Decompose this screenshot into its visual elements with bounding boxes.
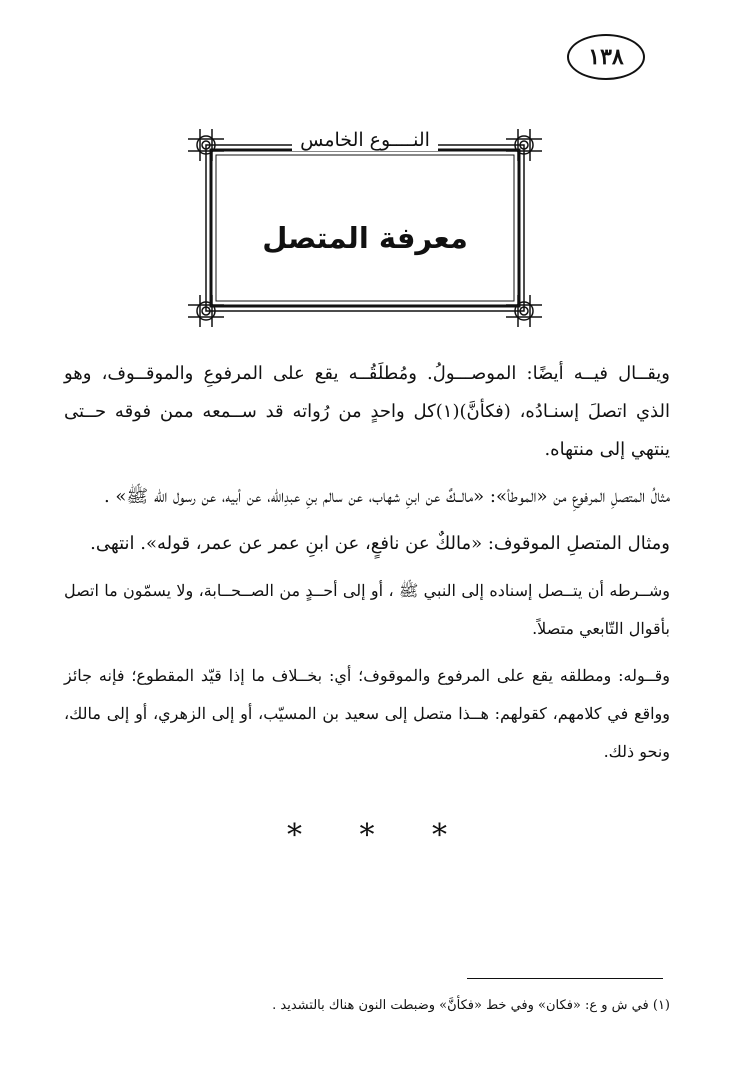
paragraph: ويقــال فيــه أيضًا: الموصـــولُ. ومُطلَقُــه يقع على المرفوعِ والموقــوف، وهو الذي اتصلَ إسنـادُه، (فكأنَّ)(١)كل واحدٍ من رُواته قد ســمعه ممن فوقه حــتى ينتهي إلى منتهاه.	[64, 363, 670, 460]
page-number-text: ١٣٨	[588, 44, 624, 70]
paragraph: وقــوله: ومطلقه يقع على المرفوع والموقوف؛ أي: بخــلاف ما إذا قيّد المقطوع؛ فإنه جائز وواقع في كلامهم، كقولهم: هــذا متصل إلى سعيد بن المسيّب، أو إلى الزهري، أو إلى مالك، ونحو ذلك.	[64, 666, 671, 761]
chapter-label	[180, 129, 550, 151]
chapter-title: معرفة المتصل	[262, 221, 468, 255]
paragraph: ومثال المتصلِ الموقوف: «مالكٌ عن نافعٍ، عن ابنِ عمر عن عمر، قوله». انتهى.	[90, 533, 670, 554]
section-separator: * * *	[286, 818, 448, 853]
paragraph: مثالُ المتصلِ المرفوعِ من «الموطأ»: «مالــكٌ عن ابنِ شهاب، عن سالم بنِ عبدِالله، عن أبيه، عن رسول الله ﷺ» .	[103, 486, 670, 507]
footnote: (١) في ش و ع: «فكان» وفي خط «فكأنَّ» وضبطت النون هناك بالتشديد .	[272, 998, 670, 1013]
paragraph: وشــرطه أن يتــصل إسناده إلى النبي ﷺ ، أو إلى أحــدٍ من الصــحــابة، ولا يسمّون ما اتصل بأقوال التّابعي متصلاً.	[64, 581, 670, 638]
page-number	[567, 34, 645, 80]
body-text	[64, 355, 670, 780]
chapter-label-text: النــــوع الخامس	[292, 129, 438, 151]
chapter-heading-frame	[180, 125, 550, 330]
footnote-divider	[467, 978, 663, 979]
